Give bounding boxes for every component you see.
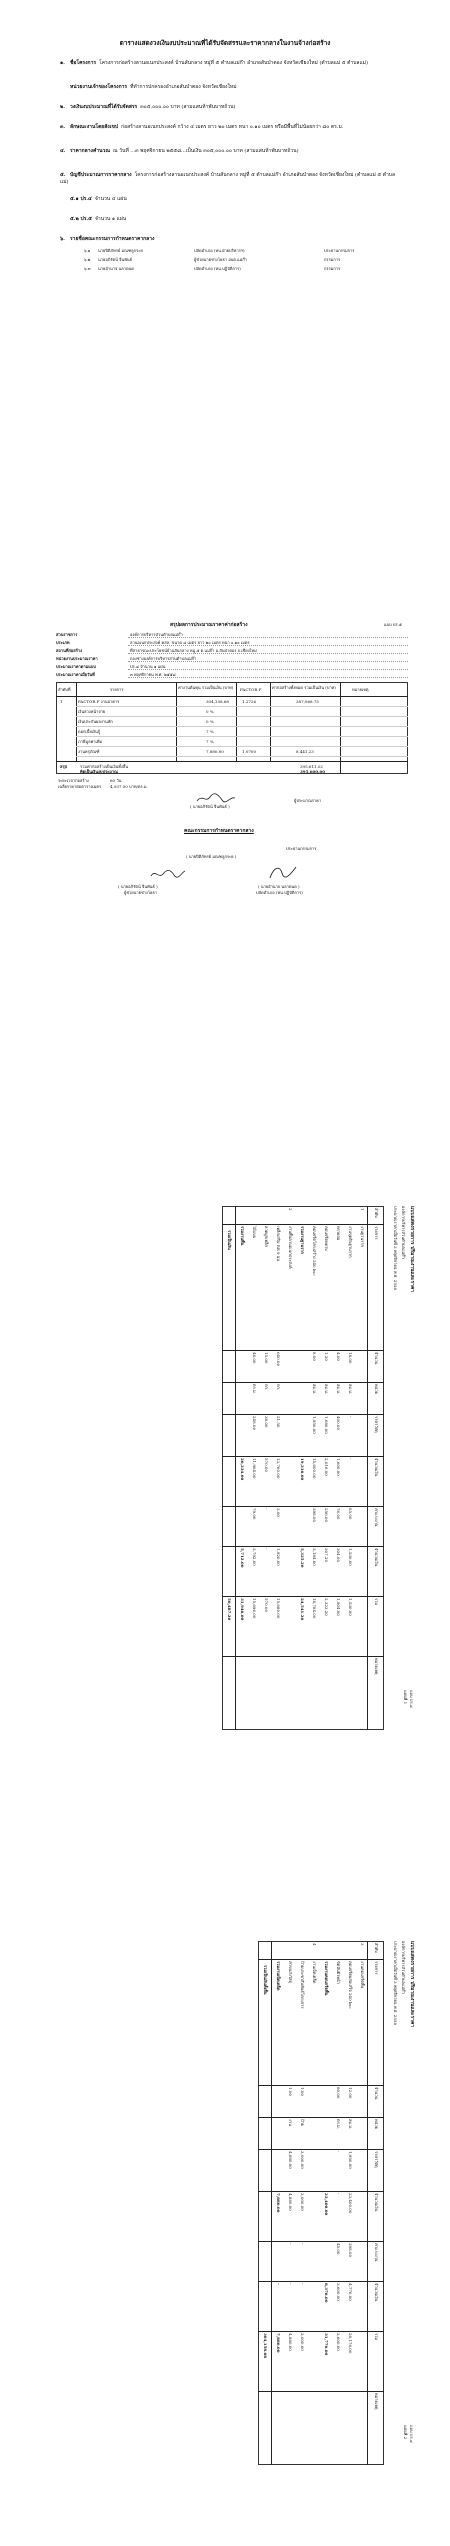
committee-position: ปลัดอำเภอ (หน.ปฏิบัติการ): [194, 266, 241, 271]
cell-qty: 15.00: [264, 1352, 269, 1364]
item-number: ๑.: [60, 60, 65, 66]
cell-qty: 80.00: [336, 2087, 341, 2099]
field-value: องค์การบริหารส่วนตำบลแม่ก๊า: [130, 632, 183, 637]
cell-item: รวมงานเบ็ดเตล็ด: [276, 1961, 281, 1991]
summary-cell-cost: 0 %: [206, 719, 214, 724]
cell-sum: 28,176.00: [348, 2333, 353, 2354]
field-value: ๓ พฤศจิกายน พ.ศ. ๒๕๕๘: [130, 672, 176, 677]
cell-mat: 1,680.00: [324, 1416, 329, 1434]
sheet-org: องค์การบริหารส่วนตำบลแม่ก๊า: [401, 1941, 406, 1994]
cell-no: 2: [288, 1208, 293, 1211]
cell-qty: 1.00: [288, 2087, 293, 2096]
per-area-label: เฉลี่ยราคาต่อตารางเมตร: [58, 784, 102, 789]
item-number: ๖.: [60, 236, 65, 242]
summary-cell-item: งานครุภัณฑ์: [78, 749, 100, 754]
summary-cell-total: 8,441.23: [296, 749, 314, 754]
cell-lab: 398.00: [348, 2243, 353, 2257]
cell-item: ไม้แบบ: [252, 1226, 257, 1239]
cell-lab: 256.00: [324, 1508, 329, 1522]
form-number: แบบ ปร.๔: [409, 2425, 414, 2443]
cell-mat_amt: 23,400.00: [348, 2193, 353, 2214]
item-label: รายชื่อคณะกรรมการกำหนดราคากลาง: [70, 236, 155, 242]
cell-item: รวมงานพื้น: [240, 1226, 245, 1246]
page-1-title: ตารางแสดงวงเงินงบประมาณที่ได้รับจัดสรรและราคากลางในงานจ้างก่อสร้าง: [119, 39, 331, 47]
col-header: ราคาวัสดุ: [374, 1416, 379, 1433]
field-value: ปร.๔ จำนวน ๑ แผ่น: [130, 664, 166, 669]
item-label: วงเงินงบประมาณที่ได้รับจัดสรร: [70, 104, 138, 110]
cell-unit: ตร.ม.: [336, 2119, 341, 2129]
th-cost: ค่างานต้นทุน รวมเป็นเงิน (บาท): [178, 685, 234, 690]
cell-unit: ลบ.ม.: [348, 1384, 353, 1395]
sheet-number: แผ่นที่ 1: [403, 1690, 408, 1705]
summary-cell-factor: 1.2726: [242, 699, 256, 704]
cell-mat: -: [336, 2151, 341, 2153]
cell-qty: 1.00: [300, 2087, 305, 2096]
cell-sum: 24,541.20: [300, 1598, 305, 1621]
summary-cell-total: 387,068.75: [296, 699, 319, 704]
cell-sum: 18,784.00: [312, 1598, 317, 1619]
cell-mat_amt: 3,000.00: [300, 2193, 305, 2211]
cell-sum: 3,600.00: [336, 2333, 341, 2351]
footer-label: รวมเป็นเงิน: [227, 1230, 232, 1250]
summary-cell-item: เงินล่วงหน้าจ่าย: [78, 709, 106, 714]
page-3: [40, 1200, 420, 1740]
cell-lab: 3.00: [276, 1508, 281, 1517]
committee-heading: คณะกรรมการกำหนดราคากลาง: [184, 828, 254, 834]
summary-cell-item: ดอกเบี้ยเงินกู้: [78, 729, 101, 734]
cell-item: คอนกรีตโครงสร้าง 240 ksc: [312, 1226, 317, 1276]
footer-total: 56,487.20: [227, 1598, 232, 1621]
summary-cell-item: เงินประกันผลงานหัก: [78, 719, 113, 724]
cell-item: ทรายถม: [336, 1226, 341, 1241]
item-number: ๔.: [60, 148, 66, 154]
sheet-title: แบบแสดงรายการ ปริมาณงานและราคา: [409, 1206, 415, 1293]
item-number: ๓.: [60, 124, 66, 130]
cell-lab_amt: 5,712.00: [240, 1548, 245, 1568]
page-1: [0, 0, 450, 330]
cell-mat_amt: 570.00: [264, 1458, 269, 1472]
sheet-date: ประมาณราคาเมื่อวันที่ 3 พฤศจิกายน พ.ศ. 2558: [393, 1941, 398, 2025]
cell-unit: งาน: [288, 2119, 293, 2126]
item-row: [60, 84, 400, 91]
committee-position: ปลัดอำเภอ (หน.ฝ่ายบริหารฯ): [194, 248, 245, 253]
item-number: ๕.: [60, 172, 66, 178]
th-factor: FACTOR F: [240, 687, 262, 692]
cell-item: งานพื้นลานอเนกประสงค์: [288, 1226, 293, 1269]
cell-lab_amt: -: [276, 2283, 281, 2285]
item-number: ๒.: [60, 104, 66, 110]
cell-lab_amt: 3,600.00: [336, 2283, 341, 2301]
field-label: สถานที่ก่อสร้าง: [56, 648, 83, 653]
cell-unit: กก.: [264, 1384, 269, 1391]
cell-item: รวมงานคอนกรีตพื้น: [324, 1961, 329, 1996]
committee-no: ๖.๓: [84, 266, 91, 271]
footer-label: รวมเป็นเงินทั้งสิ้น: [263, 1965, 268, 1995]
item-text: ก่อสร้างลานอเนกประสงค์ กว้าง ๔ เมตร ยาว ๒๐ เมตร หนา ๐.๑๐ เมตร หรือมีพื้นที่ไม่น้อยกว่า ๘๐ ตร.ม.: [121, 124, 344, 130]
summary-cell-no: 1: [60, 699, 63, 704]
field-value: ที่สาธารณะประโยชน์บ้านสันกลาง หมู่ ๕ ต.แม่ก๊า อ.สันป่าตอง จ.เชียงใหม่: [130, 648, 257, 653]
cell-item: คอนกรีตผสมเสร็จ 240 ksc: [348, 1961, 353, 2009]
cell-sum: 570.00: [264, 1598, 269, 1612]
per-area-value: 4,937.50 บาท/ตร.ม.: [110, 784, 148, 789]
col-header: หมายเหตุ: [374, 2393, 379, 2410]
summary-cell-cost: 304,158.68: [206, 699, 229, 704]
col-header: ค่าแรงงาน: [374, 1508, 379, 1527]
cell-lab: 76.00: [336, 1508, 341, 1520]
summary-label: สรุป: [60, 764, 68, 769]
cell-mat_amt: 2,016.00: [324, 1458, 329, 1476]
cell-item: คอนกรีตหยาบ: [324, 1226, 329, 1251]
cell-mat: 1,950.00: [312, 1416, 317, 1434]
field-label: หน่วยงานประมาณราคา: [56, 656, 98, 661]
preparer-name: ( นายอภิรัตน์ จีนพันธ์ ): [190, 804, 230, 809]
cell-lab: -: [264, 1508, 269, 1510]
cell-mat: 4,880.00: [288, 2151, 293, 2169]
col-header: จำนวน: [374, 2087, 379, 2100]
col-header: ราคาวัสดุ: [374, 2151, 379, 2168]
summary-cell-item: ภาษีมูลค่าเพิ่ม: [78, 739, 103, 744]
col-header: รายการ: [374, 1961, 379, 1975]
col-header: ค่าแรงงาน: [374, 2243, 379, 2262]
item-label: ๕.๑ ปร.๔: [70, 196, 92, 202]
page-3-rotated-content: [40, 1200, 420, 1740]
cell-unit: ลบ.ม.: [312, 1384, 317, 1395]
cell-sum: 15,696.00: [252, 1598, 257, 1619]
cell-mat_amt: -: [348, 1458, 353, 1460]
summary-text: รวมค่าก่อสร้างเป็นเงินทั้งสิ้น: [80, 764, 129, 769]
th-item: รายการ: [110, 687, 124, 692]
th-note: หมายเหตุ: [352, 687, 369, 692]
committee-role: กรรมการ: [324, 266, 341, 271]
duration-label: ระยะเวลาก่อสร้าง: [58, 778, 89, 783]
cell-item: เหล็กเสริม RB 9 มม.: [276, 1226, 281, 1263]
col-header: จำนวนเงิน: [374, 2193, 379, 2212]
page-4-rotated-content: [40, 1935, 420, 2475]
cell-sum: 1,904.00: [336, 1598, 341, 1616]
cell-lab_amt: 1,530.00: [348, 1548, 353, 1566]
col-header: รวม: [374, 2333, 379, 2341]
committee-position: ผู้ช่วยนายช่างโยธา อบต.แม่ก๊า: [194, 257, 248, 262]
cell-mat_amt: 19,216.00: [300, 1458, 305, 1481]
cell-qty: 1.20: [324, 1352, 329, 1361]
item-text: ๓๐๕,๐๐๐.๐๐ บาท (สามแสนห้าพันบาทถ้วน): [140, 104, 236, 110]
cell-lab: 45.00: [336, 2243, 341, 2255]
committee-role: กรรมการ: [324, 257, 341, 262]
item-row: [60, 216, 400, 223]
form-number: แบบ ปร.๔: [409, 1690, 414, 1708]
cell-sum: 31,776.00: [324, 2333, 329, 2356]
cell-item: รวมงานฐานราก: [300, 1226, 305, 1254]
cell-item: งานคอนกรีตพื้น: [360, 1961, 365, 1989]
cell-mat: 400.00: [336, 1416, 341, 1430]
committee-no: ๖.๒: [84, 257, 91, 262]
cell-lab_amt: 3,792.00: [252, 1548, 257, 1566]
cell-qty: 48.00: [252, 1352, 257, 1364]
item-text: ที่ทำการปกครองอำเภอสันป่าตอง จังหวัดเชียงใหม่: [130, 84, 237, 90]
chair-role: ประธานกรรมการ: [286, 846, 317, 851]
cell-lab: 85.00: [348, 1508, 353, 1520]
item-text: จำนวน ๔ แผ่น: [94, 196, 127, 202]
col-header: จำนวนเงิน: [374, 1548, 379, 1567]
sheet-date: ประมาณราคาเมื่อวันที่ 3 พฤศจิกายน พ.ศ. 2558: [393, 1206, 398, 1290]
cell-lab_amt: 304.00: [336, 1548, 341, 1562]
col-header: จำนวนเงิน: [374, 2283, 379, 2302]
committee-name: นายอภิรัตน์ จีนพันธ์: [98, 257, 133, 262]
summary-cell-cost: 0 %: [206, 709, 214, 714]
field-label: ส่วนราชการ: [56, 632, 78, 637]
cell-sum: 4,880.00: [288, 2333, 293, 2351]
cell-sum: 1,530.00: [348, 1598, 353, 1616]
cell-sum: 31,946.00: [240, 1598, 245, 1621]
cell-no: 1: [360, 1208, 365, 1211]
cell-qty: 640.00: [276, 1352, 281, 1366]
page-2: [0, 618, 450, 918]
col-header: หน่วย: [374, 2119, 379, 2129]
member1-name: ( นายอภิรัตน์ จีนพันธ์ ): [118, 884, 158, 889]
cell-mat_amt: 13,760.00: [276, 1458, 281, 1479]
cell-lab: -: [288, 2243, 293, 2245]
cell-qty: 8.00: [312, 1352, 317, 1361]
item-row: [60, 236, 400, 243]
form-number: แบบ ปร.๕: [384, 622, 402, 627]
item-label: ชื่อโครงการ: [70, 60, 97, 66]
cell-item: งานขุดดินฐานราก: [348, 1226, 353, 1258]
item-text: โครงการก่อสร้างลานอเนกประสงค์ บ้านสันกลาง หมู่ที่ ๕ ตำบลแม่ก๊า อำเภอสันป่าตอง จังหวัดเชียงใหม่ (ตำบลแม่ ๕ ตำบลแม่): [60, 172, 396, 185]
col-header: รวม: [374, 1598, 379, 1606]
cell-no: 4: [312, 1943, 317, 1946]
summary-cell-cost: 7,880.00: [206, 749, 224, 754]
col-header: รายการ: [374, 1226, 379, 1240]
cell-sum: 3,000.00: [300, 2333, 305, 2351]
sheet-title: แบบแสดงรายการ ปริมาณงานและราคา: [409, 1941, 415, 2028]
col-header: หมายเหตุ: [374, 1658, 379, 1675]
cell-unit: ลบ.ม.: [324, 1384, 329, 1395]
footer-total: 304,158.68: [263, 2333, 268, 2359]
cell-lab: -: [300, 2243, 305, 2245]
cell-mat_amt: 4,880.00: [288, 2193, 293, 2211]
member2-name: ( นายอำนาจ นลาดนด ): [258, 884, 300, 889]
cell-lab_amt: -: [264, 1548, 269, 1550]
col-header: หน่วย: [374, 1384, 379, 1394]
committee-name: นายปิติภัทรย์ มณฑลูกระย: [98, 248, 143, 253]
item-label: ราคากลางคำนวณ: [70, 148, 111, 154]
member2-role: ปลัดอำเภอ (หน.ปฏิบัติการ): [256, 890, 303, 895]
cell-mat_amt: 23,400.00: [324, 2193, 329, 2216]
item-label: บัญชีประมาณการราคากลาง: [70, 172, 132, 178]
cell-unit: ตร.ม.: [252, 1384, 257, 1394]
cell-sum: 2,323.20: [324, 1598, 329, 1616]
cell-unit: ลบ.ม.: [348, 2119, 353, 2130]
cell-lab_amt: 3,184.00: [312, 1548, 317, 1566]
cell-qty: 12.00: [348, 2087, 353, 2099]
cell-lab: 398.00: [312, 1508, 317, 1522]
signature-left: [150, 868, 186, 880]
item-row: [60, 172, 400, 186]
sheet-number: แผ่นที่ 2: [403, 2425, 408, 2440]
col-header: ลำดับ: [374, 1943, 379, 1953]
summary-cell-cost: 7 %: [206, 729, 214, 734]
item-label: หน่วยงานเจ้าของโครงการ: [70, 84, 128, 90]
cell-qty: 4.00: [336, 1352, 341, 1361]
page-4: [40, 1935, 420, 2475]
cell-item: ลวดผูกเหล็ก: [264, 1226, 269, 1247]
th-total: ค่าก่อสร้างทั้งหมด รวมเป็นเงิน (บาท): [272, 685, 336, 690]
item-text: ณ วันที่ ...๓ พฤศจิกายน ๒๕๕๘...เป็นเงิน ๓๐๕,๐๐๐.๐๐ บาท (สามแสนห้าพันบาทถ้วน): [113, 148, 299, 154]
field-label: ประมาณราคาตามแบบ: [56, 664, 96, 669]
field-label: ประเภท: [56, 640, 70, 645]
cell-mat_amt: 1,600.00: [336, 1458, 341, 1476]
cell-unit: ป้าย: [300, 2119, 305, 2127]
cell-mat: 1,950.00: [348, 2151, 353, 2169]
sheet-org: องค์การบริหารส่วนตำบลแม่ก๊า: [401, 1206, 406, 1259]
item-row: [60, 104, 400, 111]
summary-value: 395,611.02: [300, 764, 323, 769]
item-label: ๕.๒ ปร.๕: [70, 216, 92, 222]
cell-lab_amt: 8,376.00: [324, 2283, 329, 2303]
signature-preparer: [196, 792, 236, 804]
item-row: [60, 148, 400, 155]
summary-cell-factor: 1.0700: [242, 749, 256, 754]
cell-item: ค่าขนส่งวัสดุ: [288, 1961, 293, 1984]
committee-name: นายอำนาจ นลาดนด: [98, 266, 134, 271]
cell-unit: กก.: [276, 1384, 281, 1391]
chair-name: ( นายปิติภัทรย์ มณฑลูกระย ): [186, 854, 237, 859]
field-value: ลานอเนกประสงค์ คสล. ขนาด ๔ เมตร ยาว ๒๐ เมตร หนา ๐.๑๐ เมตร: [130, 640, 250, 645]
cell-lab_amt: 5,325.20: [300, 1548, 305, 1568]
signature-right: [268, 864, 298, 880]
item-text: โครงการก่อสร้างลานอเนกประสงค์ บ้านสันกลาง หมู่ที่ ๕ ตำบลแม่ก๊า อำเภอสันป่าตอง จังหวัดเชียงใหม่ (ตำบลแม่ ๕ ตำบลแม่): [99, 60, 368, 66]
cell-mat_amt: 15,600.00: [312, 1458, 317, 1479]
col-header: จำนวน: [374, 1352, 379, 1365]
cell-item: งานเบ็ดเตล็ด: [312, 1961, 317, 1984]
cell-lab_amt: 4,776.00: [348, 2283, 353, 2301]
cell-item: ขัดมันผิวหน้า: [336, 1961, 341, 1984]
cell-mat_amt: 7,880.00: [276, 2193, 281, 2213]
cell-sum: 15,680.00: [276, 1598, 281, 1619]
col-header: ลำดับ: [374, 1208, 379, 1218]
cell-mat: 248.00: [252, 1416, 257, 1430]
cell-item: ป้ายประชาสัมพันธ์โครงการ: [300, 1961, 305, 2009]
field-label: ประมาณราคาเมื่อวันที่: [56, 672, 95, 677]
cell-lab_amt: 1,920.00: [276, 1548, 281, 1566]
cell-unit: ลบ.ม.: [336, 1384, 341, 1395]
item-row: [60, 124, 400, 131]
th-no: ลำดับที่: [58, 687, 71, 692]
cell-mat: 3,000.00: [300, 2151, 305, 2169]
cell-mat_amt: 11,904.00: [252, 1458, 257, 1479]
duration-value: 60 วัน: [110, 778, 122, 783]
summary-cell-cost: 7 %: [206, 739, 214, 744]
cell-mat_amt: -: [336, 2193, 341, 2195]
cell-lab_amt: -: [288, 2283, 293, 2285]
committee-no: ๖.๑: [84, 248, 91, 253]
cell-lab_amt: -: [300, 2283, 305, 2285]
member1-role: ผู้ช่วยนายช่างโยธา: [124, 890, 158, 895]
cell-qty: 18.00: [348, 1352, 353, 1364]
cell-lab: 79.00: [252, 1508, 257, 1520]
item-row: [60, 60, 400, 67]
cell-mat: -: [348, 1416, 353, 1418]
rounded-label: คิดเป็นเงินงบประมาณ: [80, 769, 118, 774]
cell-mat: 38.00: [264, 1416, 269, 1428]
committee-role: ประธานกรรมการ: [324, 248, 355, 253]
item-label: ลักษณะงานโดยสังเขป: [70, 124, 119, 130]
item-text: จำนวน ๑ แผ่น: [94, 216, 127, 222]
cell-sum: 7,880.00: [276, 2333, 281, 2353]
cell-no: 3: [360, 1943, 365, 1946]
summary-title: สรุปผลการประมาณราคาค่าก่อสร้าง: [170, 622, 248, 628]
cell-mat_amt: 26,234.00: [240, 1458, 245, 1481]
item-row: [60, 196, 400, 203]
col-header: จำนวนเงิน: [374, 1458, 379, 1477]
rounded-value: 395,600.00: [300, 769, 326, 774]
cell-mat: 21.50: [276, 1416, 281, 1428]
cell-item: งานฐานราก: [360, 1226, 365, 1247]
field-value: กองช่างองค์การบริหารส่วนตำบลแม่ก๊า: [130, 656, 197, 661]
summary-cell-item: FACTOR F งานอาคาร: [78, 699, 120, 704]
cell-lab_amt: 307.20: [324, 1548, 329, 1562]
preparer-label: ผู้ประมาณราคา: [294, 798, 322, 803]
